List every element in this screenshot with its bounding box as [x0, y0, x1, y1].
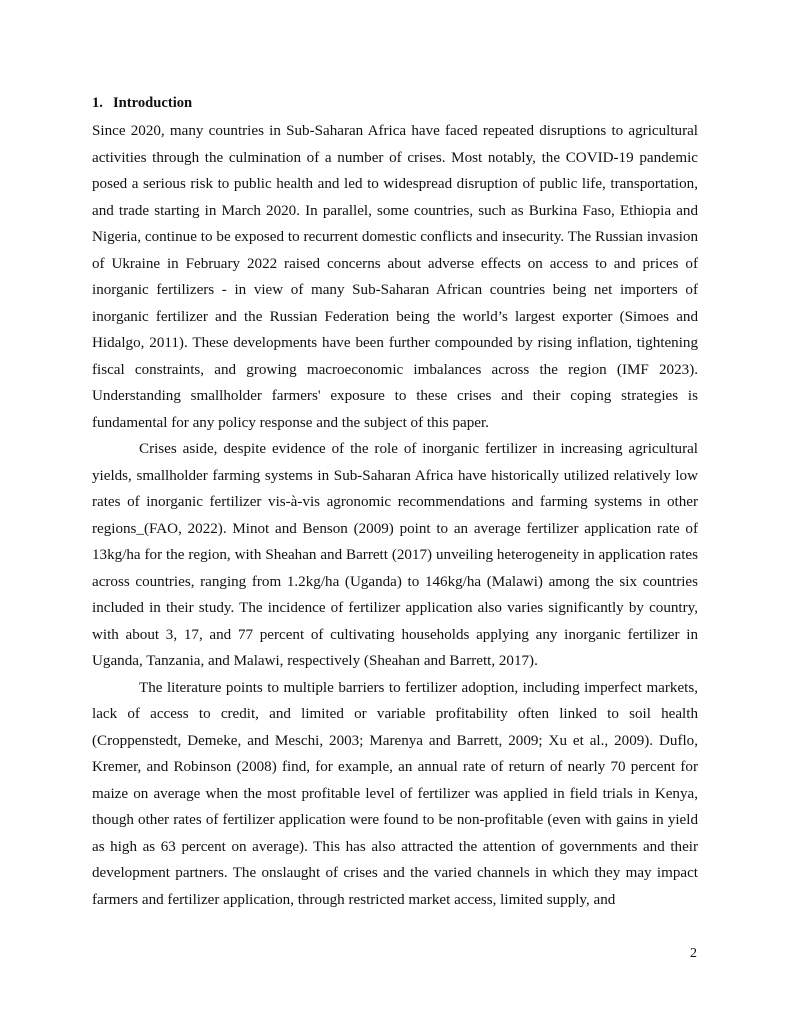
- section-title: Introduction: [112, 95, 193, 111]
- section-heading: [92, 93, 192, 113]
- paragraph-3: The literature points to multiple barriers to fertilizer adoption, including imperfect markets, lack of access to credit, and limited or variable profitability often linked to soil health (Croppenstedt, Demeke, and Meschi, 2003; Marenya and Barrett, 2009; Xu et al., 2009). Duflo, Kremer, and Robinson (2008) find, for example, an annual rate of return of nearly 70 percent for maize on average when the most profitable level of fertilizer was applied in field trials in Kenya, though other rates of fertilizer application were found to be non-profitable (even with gains in yield as high as 63 percent on average). This has also attracted the attention of governments and their development partners. The onslaught of crises and the varied channels in which they may impact farmers and fertilizer application, through restricted market access, limited supply, and: [92, 679, 698, 908]
- section-number: 1.: [92, 95, 103, 111]
- page-number: 2: [690, 946, 697, 961]
- body-text: [92, 118, 698, 913]
- paragraph-1: Since 2020, many countries in Sub-Saharan Africa have faced repeated disruptions to agricultural activities through the culmination of a number of crises. Most notably, the COVID-19 pandemic posed a serious risk to public health and led to widespread disruption of public life, transportation, and trade starting in March 2020. In parallel, some countries, such as Burkina Faso, Ethiopia and Nigeria, continue to be exposed to recurrent domestic conflicts and insecurity. The Russian invasion of Ukraine in February 2022 raised concerns about adverse effects on access to and prices of inorganic fertilizers - in view of many Sub-Saharan African countries being net importers of inorganic fertilizer and the Russian Federation being the world’s largest exporter (Simoes and Hidalgo, 2011). These developments have been further compounded by rising inflation, tightening fiscal constraints, and growing macroeconomic imbalances across the region (IMF 2023). Understanding smallholder farmers' exposure to these crises and their coping strategies is fundamental for any policy response and the subject of this paper.: [92, 123, 698, 431]
- paragraph-2: Crises aside, despite evidence of the role of inorganic fertilizer in increasing agricultural yields, smallholder farming systems in Sub-Saharan Africa have historically utilized relatively low rates of inorganic fertilizer vis-à-vis agronomic recommendations and farming systems in other regions_(FAO, 2022). Minot and Benson (2009) point to an average fertilizer application rate of 13kg/ha for the region, with Sheahan and Barrett (2017) unveiling heterogeneity in application rates across countries, ranging from 1.2kg/ha (Uganda) to 146kg/ha (Malawi) among the six countries included in their study. The incidence of fertilizer application also varies significantly by country, with about 3, 17, and 77 percent of cultivating households applying any inorganic fertilizer in Uganda, Tanzania, and Malawi, respectively (Sheahan and Barrett, 2017).: [92, 441, 698, 669]
